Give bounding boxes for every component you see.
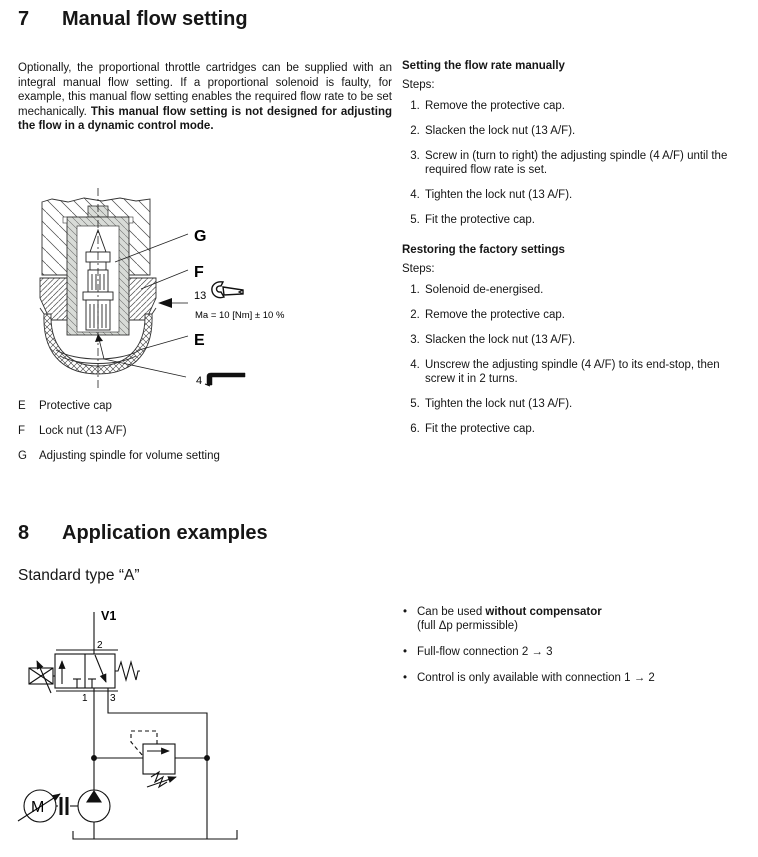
section7-number: 7 xyxy=(18,8,30,30)
port2-label: 2 xyxy=(97,640,103,651)
step-item: 1. Solenoid de-energised. xyxy=(423,283,748,297)
setting-steps-label: Steps: xyxy=(402,79,435,91)
intro-paragraph xyxy=(18,61,392,134)
figure-legend xyxy=(18,399,378,474)
nut-arrow xyxy=(158,298,172,308)
label-spindle: G xyxy=(194,228,207,245)
legend-row xyxy=(18,424,378,438)
step-item: 4. Tighten the lock nut (13 A/F). xyxy=(423,188,748,202)
bullet-item xyxy=(403,671,747,685)
step-item: 3. Slacken the lock nut (13 A/F). xyxy=(423,333,748,347)
section8-number: 8 xyxy=(18,522,30,544)
tank-icon xyxy=(73,830,237,839)
coupling-icon xyxy=(56,797,78,815)
junction-dot xyxy=(205,756,210,761)
junction-dot xyxy=(92,756,97,761)
step-item: 6. Fit the protective cap. xyxy=(423,422,748,436)
legend-key: E xyxy=(18,400,26,412)
step-item: 1. Remove the protective cap. xyxy=(423,99,748,113)
proportional-solenoid-icon xyxy=(29,661,55,693)
bullet-text-bold: without compensator xyxy=(485,606,602,618)
label-lock-nut: F xyxy=(194,264,204,281)
bullet-item xyxy=(403,605,747,633)
step-item: 4. Unscrew the adjusting spindle (4 A/F) to its end-stop, then screw it in 2 turns. xyxy=(423,358,748,386)
application-notes xyxy=(403,605,747,697)
port3-label: 3 xyxy=(110,693,116,704)
bullet-text: • Full-flow connection 2 → 3 xyxy=(417,646,553,658)
spring-icon xyxy=(115,662,140,680)
legend-row xyxy=(18,449,378,463)
section8-title: Application examples xyxy=(62,522,268,544)
section8-subtitle: Standard type “A” xyxy=(18,567,140,584)
bullet-item xyxy=(403,645,747,659)
legend-text: Adjusting spindle for volume setting xyxy=(39,450,220,462)
legend-text: Protective cap xyxy=(39,400,112,412)
hydraulic-schematic xyxy=(10,600,310,857)
step-item: 5. Tighten the lock nut (13 A/F). xyxy=(423,397,748,411)
step-item: 5. Fit the protective cap. xyxy=(423,213,748,227)
section7-heading xyxy=(18,8,248,31)
restoring-steps-label: Steps: xyxy=(402,263,435,275)
allen-key-icon xyxy=(205,373,245,386)
torque-spec: Ma = 10 [Nm] ± 10 % xyxy=(195,310,285,321)
setting-steps-list xyxy=(402,99,748,227)
pressure-relief-valve xyxy=(94,731,207,787)
bullet-text: Can be used xyxy=(417,606,486,618)
label-cap: E xyxy=(194,332,205,349)
port1-label: 1 xyxy=(82,693,88,704)
port3-return-line xyxy=(108,688,207,839)
legend-key: G xyxy=(18,450,27,462)
wrench-size: 13 xyxy=(194,290,207,302)
wrench-icon xyxy=(212,282,243,298)
step-item: 2. Slacken the lock nut (13 A/F). xyxy=(423,124,748,138)
legend-key: F xyxy=(18,425,26,437)
restoring-steps-list xyxy=(402,283,748,436)
legend-row xyxy=(18,399,378,413)
intro-text: Optionally, the proportional throttle cartridges can be supplied with an integral manual flow setting. If a proportional solenoid is faulty, for example, this manual flow setting enables the required flow rate to be set mechanically. xyxy=(18,62,392,118)
hex-size: 4 xyxy=(196,375,203,387)
cross-section-figure xyxy=(20,186,380,394)
section7-title: Manual flow setting xyxy=(62,8,248,30)
valve-label: V1 xyxy=(101,609,117,623)
procedures-column xyxy=(402,60,748,447)
setting-heading: Setting the flow rate manually xyxy=(402,60,565,72)
bullet-line2: (full Δp permissible) xyxy=(417,620,518,632)
bullet-text: • Control is only available with connection 1 → 2 xyxy=(417,672,655,684)
intro-text-bold: This manual flow setting is not designed for adjusting the flow in a dynamic control mode. xyxy=(18,105,392,133)
proportional-throttle-valve xyxy=(29,612,140,693)
section8-heading xyxy=(18,522,268,545)
step-item: 2. Remove the protective cap. xyxy=(423,308,748,322)
legend-text: Lock nut (13 A/F) xyxy=(39,425,127,437)
pump-icon xyxy=(78,790,110,839)
restoring-heading: Restoring the factory settings xyxy=(402,244,565,256)
motor-label: M xyxy=(31,799,45,816)
step-item: 3. Screw in (turn to right) the adjusting spindle (4 A/F) until the required flow rate is set. xyxy=(423,149,748,177)
